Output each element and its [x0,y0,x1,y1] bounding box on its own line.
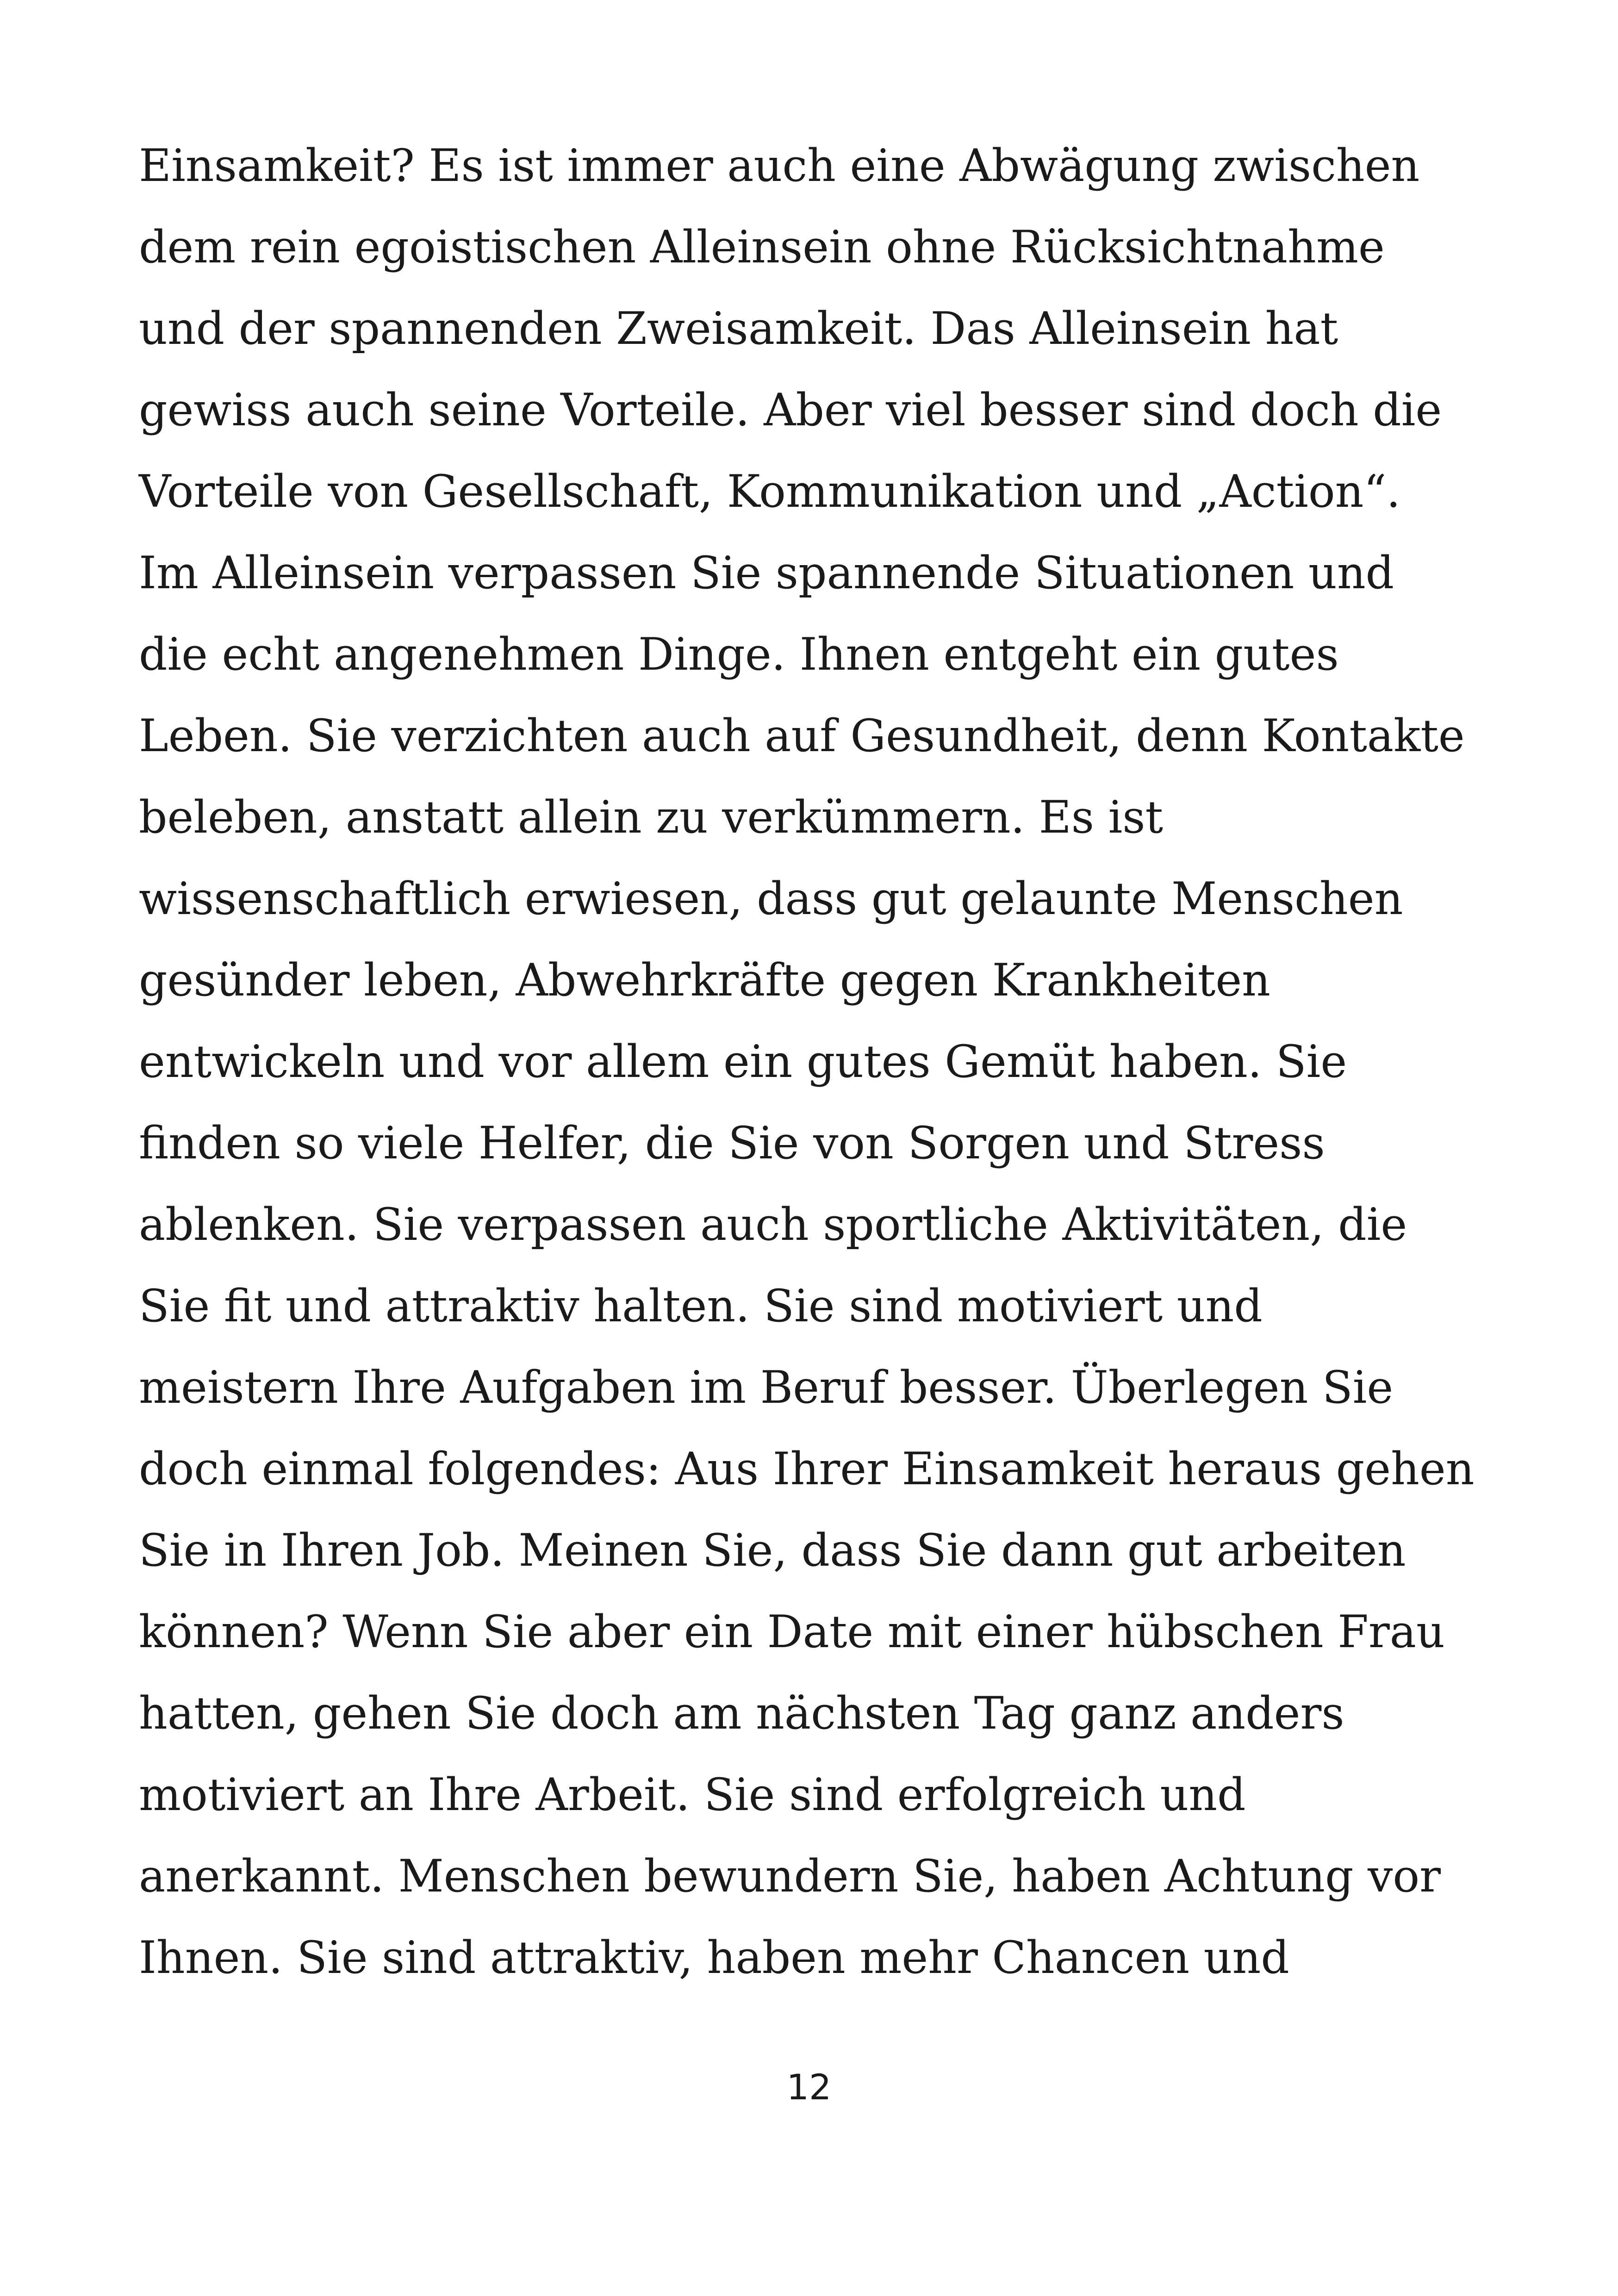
text-line: Einsamkeit? Es ist immer auch eine Abwägung zwischen [139,140,1420,192]
text-line: motiviert an Ihre Arbeit. Sie sind erfolgreich und [139,1769,1246,1821]
text-line: gesünder leben, Abwehrkräfte gegen Krankheiten [139,954,1270,1006]
text-line: Im Alleinsein verpassen Sie spannende Situationen und [139,547,1394,599]
text-line: Vorteile von Gesellschaft, Kommunikation und „Action“. [139,466,1401,517]
text-line: können? Wenn Sie aber ein Date mit einer hübschen Frau [139,1606,1445,1658]
text-line: ablenken. Sie verpassen auch sportliche Aktivitäten, die [139,1199,1407,1251]
page-number: 12 [786,2066,832,2108]
text-line: finden so viele Helfer, die Sie von Sorgen und Stress [139,1117,1325,1169]
text-line: meistern Ihre Aufgaben im Beruf besser. Überlegen Sie [139,1362,1394,1413]
text-line: dem rein egoistischen Alleinsein ohne Rücksichtnahme [139,221,1385,273]
text-line: anerkannt. Menschen bewundern Sie, haben Achtung vor [139,1850,1441,1902]
text-line: und der spannenden Zweisamkeit. Das Alleinsein hat [139,303,1338,355]
body-text [139,125,1527,1998]
text-line: entwickeln und vor allem ein gutes Gemüt haben. Sie [139,1036,1347,1088]
text-line: Leben. Sie verzichten auch auf Gesundheit, denn Kontakte [139,710,1465,762]
text-line: wissenschaftlich erwiesen, dass gut gelaunte Menschen [139,873,1403,925]
text-line: Sie in Ihren Job. Meinen Sie, dass Sie dann gut arbeiten [139,1524,1406,1576]
text-line: Ihnen. Sie sind attraktiv, haben mehr Chancen und [139,1932,1289,1984]
text-line: hatten, gehen Sie doch am nächsten Tag ganz anders [139,1687,1344,1739]
text-line: beleben, anstatt allein zu verkümmern. Es ist [139,791,1164,843]
text-line: Sie fit und attraktiv halten. Sie sind motiviert und [139,1280,1263,1332]
text-line: die echt angenehmen Dinge. Ihnen entgeht ein gutes [139,628,1339,680]
text-line: gewiss auch seine Vorteile. Aber viel besser sind doch die [139,384,1442,436]
text-line: doch einmal folgendes: Aus Ihrer Einsamkeit heraus gehen [139,1443,1475,1495]
